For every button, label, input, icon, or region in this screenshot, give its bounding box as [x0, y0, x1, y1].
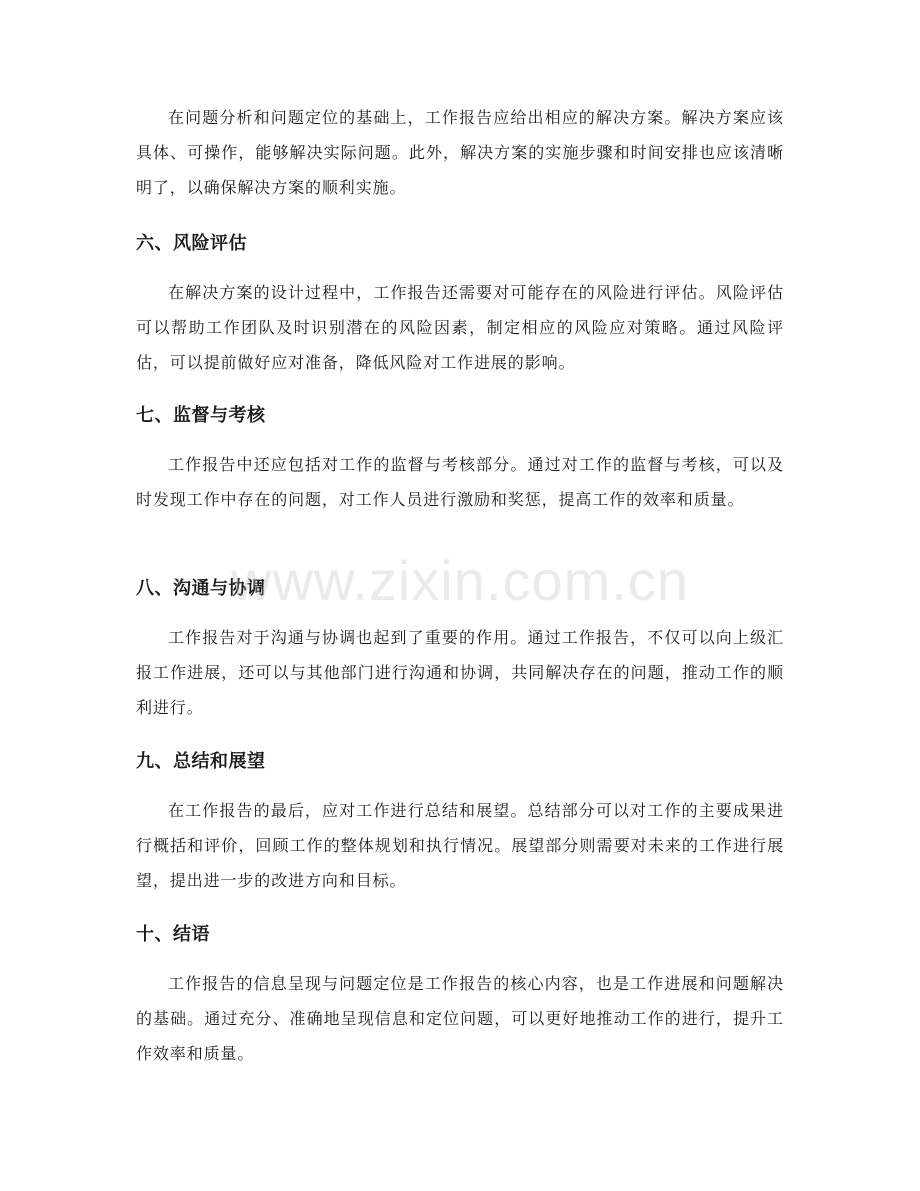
solution-paragraph: 在问题分析和问题定位的基础上，工作报告应给出相应的解决方案。解决方案应该具体、可操作，能够解决实际问题。此外，解决方案的实施步骤和时间安排也应该清晰明了，以确保解决方案的顺利实施。 — [136, 108, 784, 197]
summary-paragraph: 在工作报告的最后，应对工作进行总结和展望。总结部分可以对工作的主要成果进行概括和评价，回顾工作的整体规划和执行情况。展望部分则需要对未来的工作进行展望，提出进一步的改进方向和目标。 — [136, 801, 784, 890]
conclusion-paragraph: 工作报告的信息呈现与问题定位是工作报告的核心内容，也是工作进展和问题解决的基础。通过充分、准确地呈现信息和定位问题，可以更好地推动工作的进行，提升工作效率和质量。 — [136, 974, 784, 1063]
watermark-text: www.zixin.com.cn — [231, 549, 689, 612]
supervision-paragraph: 工作报告中还应包括对工作的监督与考核部分。通过对工作的监督与考核，可以及时发现工作中存在的问题，对工作人员进行激励和奖惩，提高工作的效率和质量。 — [136, 455, 784, 509]
section-heading-communication: 八、沟通与协调 — [136, 578, 266, 599]
section-heading-conclusion: 十、结语 — [136, 924, 210, 945]
section-heading-risk-assessment: 六、风险评估 — [136, 233, 247, 254]
risk-assessment-paragraph: 在解决方案的设计过程中，工作报告还需要对可能存在的风险进行评估。风险评估可以帮助工作团队及时识别潜在的风险因素，制定相应的风险应对策略。通过风险评估，可以提前做好应对准备，降低风险对工作进展的影响。 — [136, 283, 784, 372]
section-heading-supervision: 七、监督与考核 — [136, 405, 266, 426]
communication-paragraph: 工作报告对于沟通与协调也起到了重要的作用。通过工作报告，不仅可以向上级汇报工作进展，还可以与其他部门进行沟通和协调，共同解决存在的问题，推动工作的顺利进行。 — [136, 628, 784, 717]
section-heading-summary: 九、总结和展望 — [136, 751, 266, 772]
